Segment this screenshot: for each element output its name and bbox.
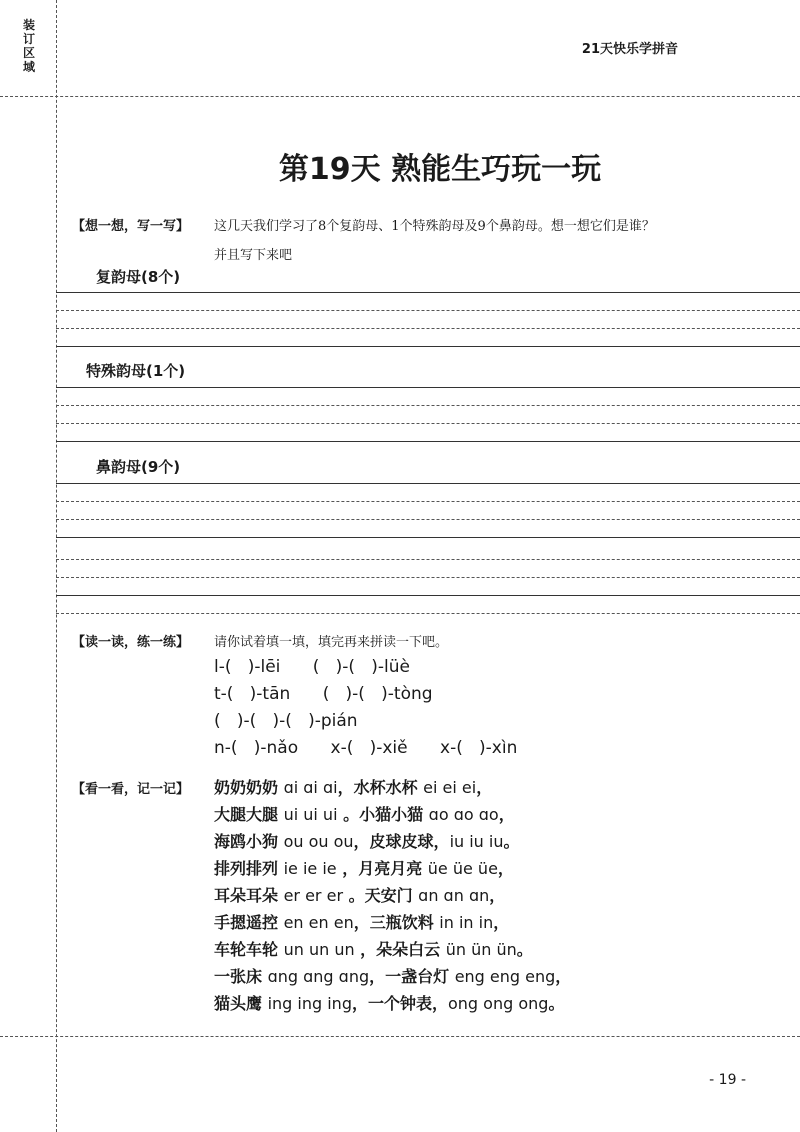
rhyme-text: ， [498, 805, 515, 824]
rhyme-line [214, 883, 505, 906]
page-title: 第19天 熟能生巧玩一玩 [278, 152, 602, 187]
writing-line [56, 310, 800, 311]
rhyme-pinyin: en en en [283, 913, 354, 932]
book-title: 21天快乐学拼音 [581, 42, 678, 57]
rhyme-text: 车轮车轮 [214, 940, 284, 959]
rhyme-pinyin: ɑi ɑi ɑi [283, 778, 338, 797]
rhyme-line [214, 856, 514, 879]
rhyme-text: 。 [548, 994, 565, 1013]
writing-line [56, 483, 800, 484]
rhyme-pinyin: ɑo ɑo ɑo [428, 805, 499, 824]
rhyme-pinyin: iu iu iu [449, 832, 504, 851]
rhyme-pinyin: ui ui ui [283, 805, 338, 824]
footer-divider [0, 1036, 800, 1037]
rhyme-pinyin: un un un [283, 940, 355, 959]
writing-line [56, 423, 800, 424]
writing-line [56, 613, 800, 614]
rhyme-text: ， [555, 967, 572, 986]
rhyme-text: ，皮球皮球， [353, 832, 450, 851]
writing-line [56, 405, 800, 406]
rhyme-text: 。 [503, 832, 520, 851]
rhyme-line [214, 964, 571, 987]
rhyme-text: 。天安门 [343, 886, 419, 905]
rhyme-text: ，一个钟表， [351, 994, 448, 1013]
rhyme-pinyin: eng eng eng [454, 967, 556, 986]
rhyme-text: ， [476, 778, 493, 797]
rhyme-line [214, 991, 564, 1014]
rhyme-text: ，月亮月亮 [336, 859, 428, 878]
rhyme-pinyin: ɑng ɑng ɑng [267, 967, 370, 986]
rhyme-pinyin: er er er [283, 886, 344, 905]
rhyme-text: 。 [516, 940, 533, 959]
writing-line [56, 519, 800, 520]
nasal-finals-label: 鼻韵母(9个) [96, 458, 181, 476]
think-write-instruction-line1: 这几天我们学习了8个复韵母、1个特殊韵母及9个鼻韵母。想一想它们是谁？ [214, 219, 655, 234]
rhyme-line [214, 910, 509, 933]
rhyme-pinyin: ün ün ün [445, 940, 517, 959]
rhyme-text: 一张床 [214, 967, 268, 986]
rhyme-text: ，三瓶饮料 [353, 913, 440, 932]
rhyme-text: 海鸥小狗 [214, 832, 284, 851]
header-divider [0, 96, 800, 97]
writing-line [56, 537, 800, 538]
rhyme-text: 猫头鹰 [214, 994, 268, 1013]
writing-line [56, 346, 800, 347]
page-number: - 19 - [709, 1072, 746, 1088]
rhyme-pinyin: ou ou ou [283, 832, 354, 851]
rhyme-text: 手摁遥控 [214, 913, 284, 932]
spelling-row: t-( )-tān ( )-( )-tòng [214, 684, 433, 704]
read-practice-instruction: 请你试着填一填，填完再来拼读一下吧。 [214, 635, 449, 650]
writing-line [56, 441, 800, 442]
look-remember-tag: 【看一看，记一记】 [72, 782, 190, 797]
special-final-label: 特殊韵母(1个) [86, 362, 186, 380]
read-practice-tag: 【读一读，练一练】 [72, 635, 190, 650]
writing-line [56, 559, 800, 560]
rhyme-text: 奶奶奶奶 [214, 778, 284, 797]
rhyme-pinyin: ie ie ie [283, 859, 337, 878]
writing-line [56, 387, 800, 388]
rhyme-pinyin: ɑn ɑn ɑn [418, 886, 490, 905]
rhyme-text: ，一盏台灯 [369, 967, 455, 986]
writing-line [56, 577, 800, 578]
rhyme-line [214, 829, 520, 852]
rhyme-text: ， [497, 859, 514, 878]
think-write-instruction-line2: 并且写下来吧 [214, 248, 293, 263]
compound-finals-label: 复韵母(8个) [96, 268, 181, 286]
rhyme-text: ，水杯水杯 [337, 778, 424, 797]
think-write-tag: 【想一想，写一写】 [72, 219, 190, 234]
rhyme-line [214, 937, 533, 960]
spelling-row: l-( )-lēi ( )-( )-lüè [214, 657, 410, 677]
rhyme-pinyin: in in in [439, 913, 494, 932]
rhyme-text: ， [493, 913, 510, 932]
rhyme-text: 排列排列 [214, 859, 284, 878]
rhyme-line [214, 802, 515, 825]
writing-line [56, 292, 800, 293]
rhyme-text: ， [489, 886, 506, 905]
binding-area-label: 装 订 区 域 [22, 18, 35, 74]
rhyme-pinyin: ing ing ing [267, 994, 352, 1013]
writing-line [56, 328, 800, 329]
writing-line [56, 595, 800, 596]
rhyme-text: 。小猫小猫 [337, 805, 429, 824]
spelling-row: n-( )-nǎo x-( )-xiě x-( )-xìn [214, 738, 518, 758]
rhyme-pinyin: ei ei ei [423, 778, 477, 797]
rhyme-text: 大腿大腿 [214, 805, 284, 824]
rhyme-pinyin: üe üe üe [427, 859, 498, 878]
writing-line [56, 501, 800, 502]
rhyme-line [214, 775, 492, 798]
rhyme-text: ，朵朵白云 [354, 940, 446, 959]
rhyme-pinyin: ong ong ong [448, 994, 549, 1013]
spelling-row: ( )-( )-( )-pián [214, 711, 358, 731]
rhyme-text: 耳朵耳朵 [214, 886, 284, 905]
